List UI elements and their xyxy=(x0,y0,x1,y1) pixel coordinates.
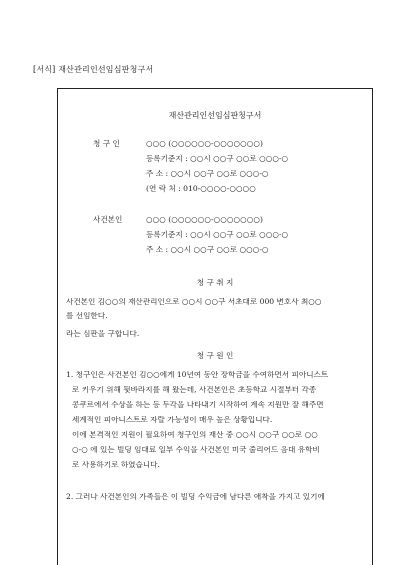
document-title: 재산관리인선임심판청구서 xyxy=(168,111,262,120)
principal-label: 사건본인 xyxy=(93,215,123,224)
principal-name: ○○○ (○○○○○○-○○○○○○○) xyxy=(146,215,263,224)
cause-paragraph-line: 로 키우기 위해 뒷바라지를 해 왔는데, 사건본인은 초등학교 시절부터 각종 xyxy=(72,386,317,394)
purpose-line: 를 선임한다. xyxy=(66,312,108,320)
document-frame xyxy=(57,88,373,565)
principal-registration: 등록기준지 : ○○시 ○○구 ○○로 ○○○-○ xyxy=(146,230,289,239)
purpose-line: 라는 심판을 구합니다. xyxy=(66,330,140,338)
petitioner-address: 주 소 : ○○시 ○○구 ○○로 ○○○-○ xyxy=(146,169,269,178)
cause-paragraph-line: 이에 본격적인 지원이 필요하여 청구인의 재산 중 ○○시 ○○구 ○○로 ○○ xyxy=(72,431,318,439)
form-label: [서식] 재산관리인선임심판청구서 xyxy=(33,65,154,74)
purpose-line: 사건본인 김○○의 재산관리인으로 ○○시 ○○구 서초대로 000 변호사 최○○ xyxy=(66,298,322,306)
principal-address: 주 소 : ○○시 ○○구 ○○로 ○○○-○ xyxy=(146,245,269,254)
cause-paragraph-line: 세계적인 피아니스트로 자랄 가능성이 매우 높은 상황입니다. xyxy=(72,416,273,424)
cause-paragraph-line: 콩쿠르에서 수상을 하는 등 두각을 나타내기 시작하여 계속 지원만 잘 해주면 xyxy=(72,401,324,409)
cause-paragraph-line: 2. 그러나 사건본인의 가족들은 이 빌딩 수익금에 남다른 애착을 가지고 있기에 xyxy=(66,493,325,501)
petitioner-registration: 등록기준지 : ○○시 ○○구 ○○로 ○○○-○ xyxy=(146,154,289,163)
purpose-heading: 청 구 취 지 xyxy=(196,278,234,287)
petitioner-contact: (연 락 처 : 010-○○○○-○○○○ xyxy=(146,184,256,193)
petitioner-label: 청 구 인 xyxy=(93,139,120,148)
cause-paragraph-line: 로 사용하기로 하였습니다. xyxy=(72,461,160,469)
petitioner-name: ○○○ (○○○○○○-○○○○○○○) xyxy=(146,139,263,148)
cause-paragraph-line: ○-○ 에 있는 빌딩 임대료 일부 수익을 사건본인 미국 줄리어드 음대 유학비 xyxy=(72,446,320,454)
cause-paragraph-line: 1. 청구인은 사건본인 김○○에게 10년여 동안 장학금을 수여하면서 피아니스트 xyxy=(66,371,329,379)
cause-heading: 청 구 원 인 xyxy=(196,351,234,360)
